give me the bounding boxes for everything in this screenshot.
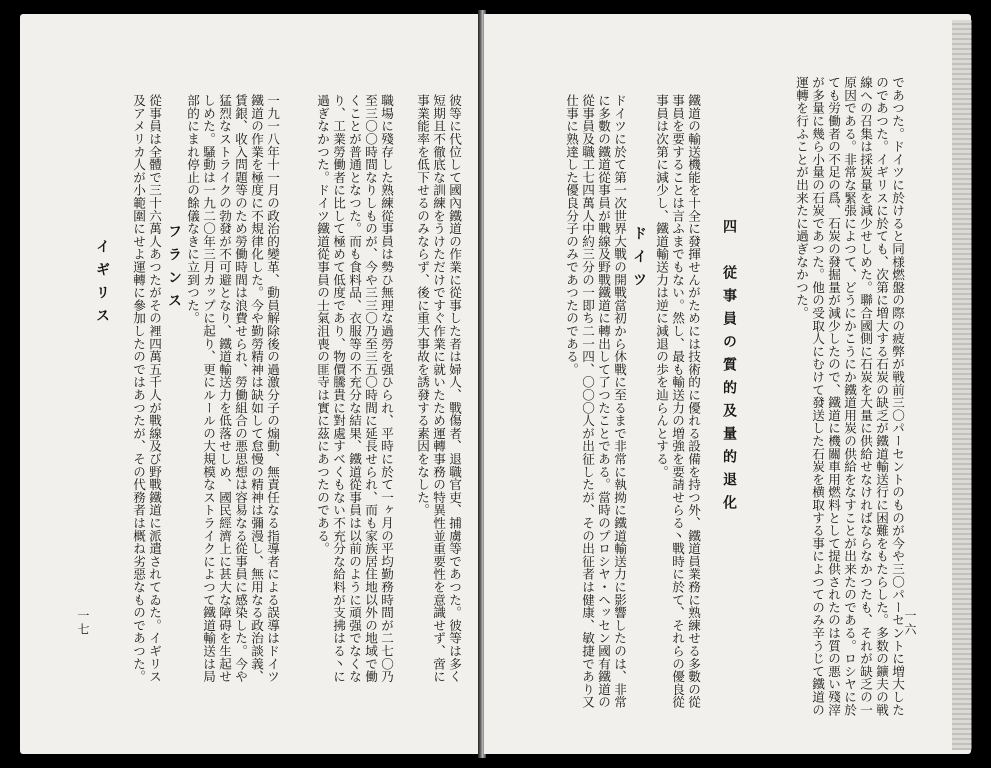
page-number-right: 一六 [903, 609, 917, 637]
right-page [484, 14, 971, 754]
subheading-britain: イギリス [94, 239, 110, 331]
paragraph-1918-revolution: 一九一八年十一月の政治的變革、動員解除後の過激分子の煽動、無責任なる指導者による誤導はドイツ鐵道の作業を極度に不規律化した。今や勤勞精神は缺如して怠慢の精神は彌漫し、無用なる政治談義、賃銀、收入問題等のため勞働時間は浪費せられ、勞働組合の悪思想は容易なる從事員に感染した。今や猛烈なストライクの勃發が不可避となり、鐵道輸送力を低落せしめ、國民經濟上に甚大な障碍を生起せしめた。騷動は一九二〇年三月カップに起り、更にルールの大規模なストライクによつて鐵道輸送は局部的にまれ停止の餘儀なきに立到つた。 [185, 94, 280, 683]
paragraph-germany: ドイツに於て第一次世界大戰の開戰當初から休戰に至るまで非常に執拗に鐵道輸送力に影響したのは、非常に多數の鐵道從事員が戰線及野戰鐵道に轉出して了つたことである。當時のプロシヤ・ヘッセン國有鐵道の從事員及職工七四萬人中約三分の一即ち二一四、〇〇〇人が出征したが、その出征者は健康、敏捷であり又仕事に熟達した優良分子のみであつたのである。 [564, 94, 627, 709]
page-edge-shadow [952, 20, 972, 750]
section-heading-personnel: 四 従事員の質的及量的退化 [721, 219, 737, 518]
paragraph-overwork: 職場に殘存した熟練從事員は勢ひ無理な過勞を强ひられ、平時に於て一ヶ月の平均勤務時間が二七〇乃至三〇〇時間なりしものが、今や三三〇乃至三五〇時間に延長せられ、而も家族居住地以外の地域で働くことが普通となつた。而も食料品、衣服等の不充分な結果、鐵道從事員は以前のように頑强でなくなり、工業勞働者に比して極めて低度であり、物價騰貴に對處すべくもない不充分な給料が支拂はる丶に過ぎなかつた。ドイツ鐵道從事員の士氣沮喪の匪寺は實に茲にあつたのである。 [315, 94, 394, 683]
subheading-germany: ドイツ [631, 226, 647, 295]
paragraph-personnel-intro: 鐵道の輸送機能を十全に發揮せんがためには技術的に優れる設備を持つ外、鐵道員業務に熟練せる多數の從事員を要することは言ふまでもない。然し、最も輸送力の増強を要請せらる丶戰時に於て、それらの優良從事員は次第に減少し、鐵道輸送力は逆に減退の歩を辿らんとする。 [654, 94, 701, 709]
page-number-left: 一七 [76, 609, 90, 637]
paragraph-replacements: 彼等に代位して國內鐵道の作業に從事した者は婦人、戰傷者、退職官吏、捕虜等であつた。彼等は多く短期且不徹底な訓練をうけただけですぐ作業に就いたため運轉事務の特異性並重要性を意識せず、啻に事業能率を低下せるのみならず、後に重大事故を誘發する素因をなした。 [415, 94, 462, 683]
subheading-france: フランス [166, 224, 182, 316]
left-page [20, 14, 480, 754]
paragraph-france: 從事員は全體で三十六萬人あつたがその裡四萬五千人が戰線及び野戰鐵道に派遣されてゐた。イギリス及アメリカ人が小範圍にせよ運轉に參加したのではあつたが、その代務者は概ね劣惡なものであつた。 [131, 94, 162, 683]
paragraph-fuel-shortage: であつた。ドイツに於けると同様燃盤の際の疲弊が戦前三〇パーセントのものが今や三〇パーセントに増大したのであつた。イギリスに於ても、次第に増大する石炭の缺乏が鐵道輸送行に困難をもたらした。多数の鑛夫の戦線への召集は採炭量を減少せしめた。聯合國側に石炭を大量に供給せなければならなかつたも、それが缺乏の一原因である。非常な緊張によつて、どうにかこうにか鐵道用炭の供給をなすことが出来たのである。ロシヤに於ても労働者の不足の爲、石炭の發掘量が減少したので、鐵道に機關車用燃料として提供されたのは質の悪い殘滓が多量に幾ら小量の石炭であつた。他の受取人にむけて發送した石炭を横取する事によつてのみ辛うじて鐵道の運轉を行ふことが出来たに過ぎなかつた。 [794, 76, 905, 716]
